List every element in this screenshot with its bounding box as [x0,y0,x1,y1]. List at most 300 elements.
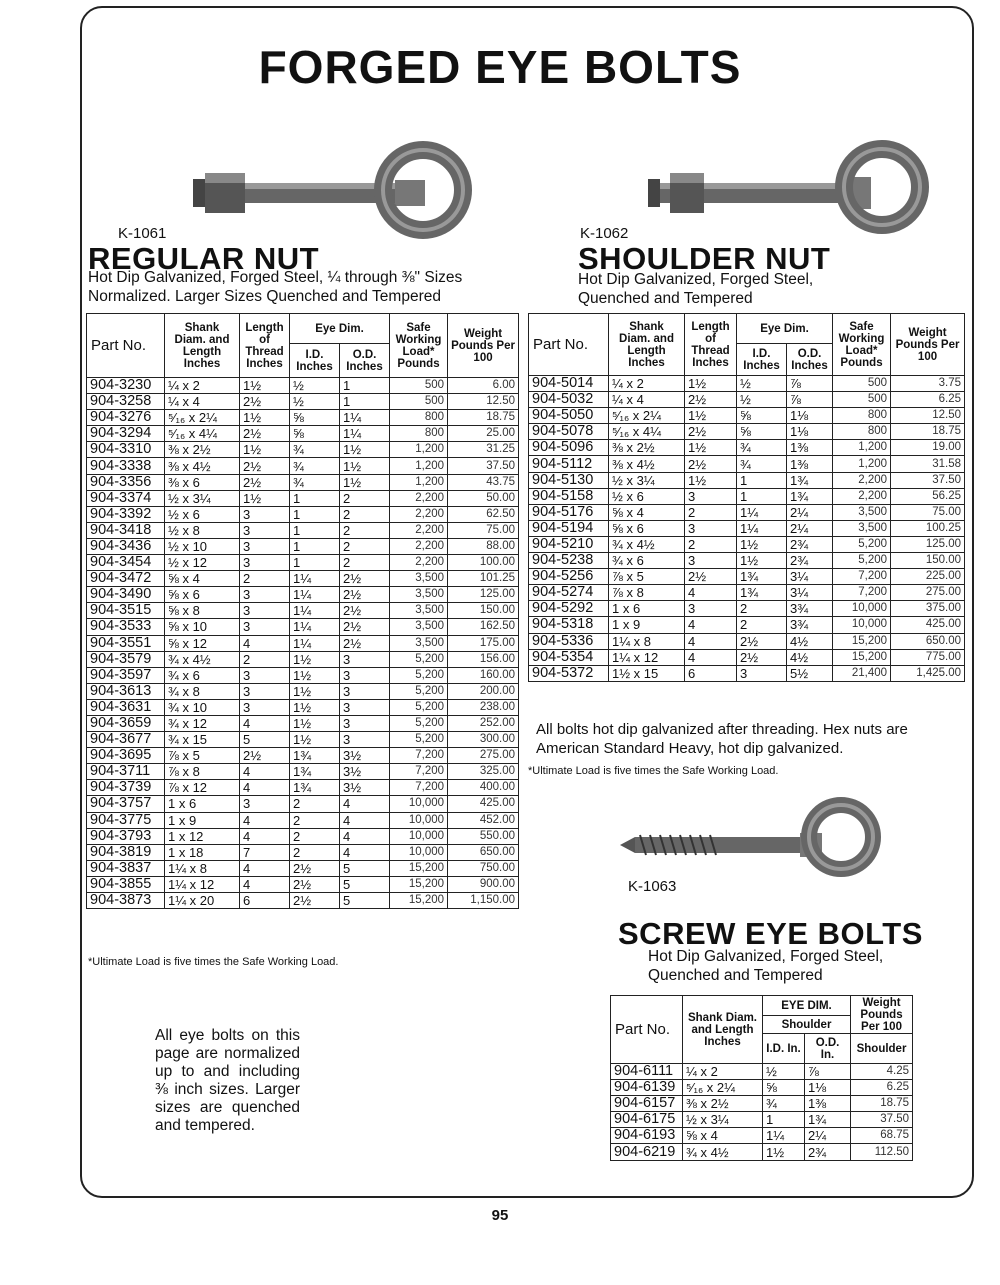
table-cell: 6 [240,893,290,909]
table-cell: 18.75 [891,424,965,440]
table-cell: 1 [290,522,340,538]
table-cell: 2½ [737,649,787,665]
table-cell: 225.00 [891,569,965,585]
table-cell: 1¼ [737,504,787,520]
table-cell: 3,500 [390,587,448,603]
shoulder-footnote: *Ultimate Load is five times the Safe Working Load. [528,765,779,777]
table-cell: 904-3631 [87,699,165,715]
table-cell: 1,200 [390,458,448,474]
table-cell: 3¾ [787,601,833,617]
table-cell: 500 [390,394,448,410]
table-cell: 1 [763,1112,805,1128]
table-cell: ⅞ [787,376,833,392]
table-cell: 2¾ [787,536,833,552]
table-cell: 1½ [685,440,737,456]
table-row [611,1112,913,1128]
table-cell: 68.75 [851,1128,913,1144]
table-cell: 3¾ [787,617,833,633]
table-cell: 3 [240,522,290,538]
table-cell: 3.75 [891,376,965,392]
table-cell: 1¼ x 12 [165,876,240,892]
table-cell: 1¼ [290,603,340,619]
table-cell: ⁵⁄₁₆ x 4¼ [609,424,685,440]
table-cell: 1½ [290,667,340,683]
table-cell: 19.00 [891,440,965,456]
table-cell: 2½ [737,633,787,649]
table-cell: 904-6157 [611,1096,683,1112]
table-cell: 400.00 [448,780,519,796]
table-cell: 1¾ [787,488,833,504]
table-row [529,536,965,552]
shoulder-nut-eye-bolt-illustration [640,135,930,245]
table-cell: 15,200 [390,893,448,909]
table-cell: 37.50 [891,472,965,488]
table-cell: ⅜ x 2½ [683,1096,763,1112]
table-cell: 904-5372 [529,665,609,681]
table-row [529,649,965,665]
table-row [87,394,519,410]
table-cell: 904-5130 [529,472,609,488]
table-cell: 238.00 [448,699,519,715]
table-cell: 904-3276 [87,410,165,426]
side-note: All eye bolts on this page are normalized up to and including ⅜ inch sizes. Larger sizes are quenched and tempered. [155,1027,300,1134]
table-cell: 904-5078 [529,424,609,440]
shoulder-header-id: I.D. Inches [737,344,787,376]
table-cell: 1 [340,394,390,410]
table-cell: 904-5318 [529,617,609,633]
table-cell: 2 [340,522,390,538]
table-row [87,571,519,587]
table-cell: 904-5194 [529,520,609,536]
table-cell: 4.25 [851,1064,913,1080]
table-cell: ¼ x 2 [609,376,685,392]
screw-header-weight-sub: Shoulder [851,1034,913,1064]
table-cell: 1½ [240,378,290,394]
table-cell: 904-3613 [87,683,165,699]
table-cell: 2½ [685,424,737,440]
table-cell: 1¾ [737,585,787,601]
table-cell: 2½ [290,876,340,892]
screw-eye-table [610,995,913,1161]
table-cell: ⅞ x 8 [609,585,685,601]
table-cell: 1,150.00 [448,893,519,909]
table-cell: ⅝ [763,1080,805,1096]
table-cell: ¾ x 15 [165,732,240,748]
table-cell: 4 [685,649,737,665]
table-row [87,603,519,619]
table-row [87,410,519,426]
table-cell: 4 [240,635,290,651]
table-cell: 1 [290,490,340,506]
regular-footnote: *Ultimate Load is five times the Safe Working Load. [88,956,339,968]
table-cell: 904-3757 [87,796,165,812]
table-cell: 904-3695 [87,748,165,764]
table-cell: 900.00 [448,876,519,892]
table-cell: 2¼ [787,504,833,520]
table-cell: ⅞ x 5 [609,569,685,585]
table-cell: 2,200 [390,555,448,571]
table-row [87,490,519,506]
table-cell: 3 [685,601,737,617]
table-cell: 904-3230 [87,378,165,394]
shoulder-header-length: Length of Thread Inches [685,314,737,376]
table-cell: 1½ [340,474,390,490]
table-cell: 1⅛ [787,424,833,440]
table-cell: 5,200 [390,683,448,699]
table-cell: 1¼ x 8 [609,633,685,649]
table-cell: 15,200 [390,876,448,892]
table-cell: 3 [240,506,290,522]
table-cell: 904-5158 [529,488,609,504]
table-cell: 904-5238 [529,553,609,569]
table-cell: 3 [737,665,787,681]
table-cell: 2¾ [787,553,833,569]
shoulder-header-shank: Shank Diam. and Length Inches [609,314,685,376]
table-cell: 1 [340,378,390,394]
regular-desc-line2: Normalized. Larger Sizes Quenched and Tempered [88,288,441,305]
table-cell: 2¼ [787,520,833,536]
table-cell: ¼ x 4 [165,394,240,410]
shoulder-note-line1: All bolts hot dip galvanized after threading. Hex nuts are [536,721,908,738]
table-cell: ⅝ x 10 [165,619,240,635]
shoulder-header-part: Part No. [529,314,609,376]
table-cell: 5 [340,860,390,876]
table-cell: 904-3579 [87,651,165,667]
regular-header-safe: Safe Working Load* Pounds [390,314,448,378]
table-cell: ⁵⁄₁₆ x 2¼ [609,408,685,424]
screw-header-shoulder: Shoulder [763,1016,851,1034]
table-cell: 2 [290,796,340,812]
table-cell: 500 [833,392,891,408]
table-cell: 904-3597 [87,667,165,683]
table-row [529,440,965,456]
table-cell: ⅝ x 6 [609,520,685,536]
table-cell: 5 [240,732,290,748]
table-cell: 7,200 [390,780,448,796]
table-row [529,585,965,601]
table-cell: ¾ x 10 [165,699,240,715]
table-row [611,1080,913,1096]
table-cell: 10,000 [390,812,448,828]
table-cell: ⁵⁄₁₆ x 2¼ [165,410,240,426]
table-cell: 1¼ x 12 [609,649,685,665]
table-cell: 904-5032 [529,392,609,408]
shoulder-header-safe: Safe Working Load* Pounds [833,314,891,376]
table-cell: ½ [763,1064,805,1080]
shoulder-header-od: O.D. Inches [787,344,833,376]
table-cell: 904-5112 [529,456,609,472]
table-cell: 3 [685,520,737,536]
table-row [87,442,519,458]
table-cell: 2¾ [805,1144,851,1160]
screw-desc-line2: Quenched and Tempered [648,967,823,984]
table-cell: ⅝ x 12 [165,635,240,651]
table-cell: ½ x 3¼ [683,1112,763,1128]
table-cell: 800 [833,424,891,440]
table-cell: 7,200 [390,764,448,780]
table-cell: 10,000 [833,617,891,633]
table-cell: 904-3711 [87,764,165,780]
table-row [529,504,965,520]
table-cell: 2 [737,601,787,617]
page-title: FORGED EYE BOLTS [258,41,742,93]
shoulder-heading: SHOULDER NUT [578,241,831,276]
screw-code: K-1063 [628,878,677,895]
table-cell: 275.00 [891,585,965,601]
regular-code: K-1061 [118,225,167,242]
table-cell: 2½ [290,893,340,909]
table-cell: ½ x 10 [165,538,240,554]
table-cell: ⅜ x 2½ [165,442,240,458]
table-cell: 31.25 [448,442,519,458]
table-cell: 904-5014 [529,376,609,392]
table-cell: 3 [340,683,390,699]
table-row [87,876,519,892]
table-cell: 1½ [290,651,340,667]
table-cell: 21,400 [833,665,891,681]
table-cell: 904-3837 [87,860,165,876]
table-cell: 650.00 [891,633,965,649]
table-row [529,633,965,649]
table-cell: 904-5256 [529,569,609,585]
table-cell: 275.00 [448,748,519,764]
table-row [87,522,519,538]
table-cell: 15,200 [833,633,891,649]
table-cell: 904-5096 [529,440,609,456]
table-cell: 3,500 [390,603,448,619]
table-cell: 2½ [340,587,390,603]
regular-header-length: Length of Thread Inches [240,314,290,378]
table-cell: 56.25 [891,488,965,504]
table-cell: 904-3436 [87,538,165,554]
table-cell: 10,000 [390,844,448,860]
table-cell: 3 [240,555,290,571]
table-cell: 2 [340,490,390,506]
table-cell: ⅞ [805,1064,851,1080]
table-cell: 10,000 [390,796,448,812]
table-cell: 1,200 [833,456,891,472]
table-cell: 2,200 [833,488,891,504]
table-cell: 62.50 [448,506,519,522]
table-cell: 1 [290,538,340,554]
table-cell: 4½ [787,649,833,665]
table-cell: 1 x 18 [165,844,240,860]
table-cell: ⅝ x 4 [165,571,240,587]
table-cell: 7,200 [833,585,891,601]
table-cell: 1¼ x 8 [165,860,240,876]
table-row [87,748,519,764]
table-cell: 3 [240,683,290,699]
table-row [529,617,965,633]
table-cell: 904-6139 [611,1080,683,1096]
table-cell: 2½ [685,392,737,408]
screw-header-part: Part No. [611,996,683,1064]
table-cell: 3,500 [390,571,448,587]
regular-heading: REGULAR NUT [88,241,320,276]
table-row [529,408,965,424]
table-cell: 50.00 [448,490,519,506]
table-row [87,828,519,844]
table-cell: 18.75 [851,1096,913,1112]
table-cell: ¾ [763,1096,805,1112]
screw-heading: SCREW EYE BOLTS [618,916,923,951]
table-cell: 904-3855 [87,876,165,892]
table-cell: 150.00 [448,603,519,619]
table-cell: 1¼ [340,410,390,426]
table-cell: 500 [390,378,448,394]
table-cell: 904-3739 [87,780,165,796]
table-cell: 150.00 [891,553,965,569]
table-cell: 2,200 [390,522,448,538]
table-cell: 162.50 [448,619,519,635]
table-cell: 7,200 [833,569,891,585]
shoulder-header-eye: Eye Dim. [737,314,833,344]
table-cell: 800 [390,426,448,442]
table-cell: 1½ [290,732,340,748]
table-cell: 2½ [340,571,390,587]
table-row [87,458,519,474]
table-cell: 112.50 [851,1144,913,1160]
table-cell: 2 [340,538,390,554]
table-cell: 125.00 [448,587,519,603]
table-cell: 3,500 [390,619,448,635]
table-cell: 3 [340,667,390,683]
table-cell: 4 [240,860,290,876]
table-cell: 750.00 [448,860,519,876]
table-cell: 904-3873 [87,893,165,909]
table-cell: ⁵⁄₁₆ x 2¼ [683,1080,763,1096]
table-cell: 3 [340,699,390,715]
table-cell: 156.00 [448,651,519,667]
table-cell: 1¾ [290,748,340,764]
table-cell: 6.25 [851,1080,913,1096]
table-cell: 904-3819 [87,844,165,860]
table-cell: 4 [340,828,390,844]
table-cell: 904-3356 [87,474,165,490]
table-cell: 4 [340,812,390,828]
table-cell: 1¼ [737,520,787,536]
table-cell: 904-3551 [87,635,165,651]
table-cell: 3 [240,538,290,554]
table-cell: 1½ [290,699,340,715]
table-cell: 2½ [685,569,737,585]
table-cell: 125.00 [891,536,965,552]
table-row [87,715,519,731]
table-cell: 904-3515 [87,603,165,619]
table-cell: 1¼ x 20 [165,893,240,909]
table-cell: 500 [833,376,891,392]
table-cell: 6.00 [448,378,519,394]
table-cell: 1 x 6 [609,601,685,617]
table-cell: 1¼ [340,426,390,442]
table-cell: ½ x 3¼ [165,490,240,506]
table-cell: 325.00 [448,764,519,780]
table-cell: 2½ [240,748,290,764]
table-cell: 252.00 [448,715,519,731]
table-row [87,538,519,554]
table-row [611,1144,913,1160]
table-cell: 1¼ [290,587,340,603]
table-cell: ¾ [290,442,340,458]
table-cell: 12.50 [891,408,965,424]
table-cell: 904-3775 [87,812,165,828]
table-cell: 1⅜ [787,456,833,472]
table-row [529,456,965,472]
table-cell: 904-3677 [87,732,165,748]
table-row [87,796,519,812]
table-cell: 3 [240,619,290,635]
regular-header-eye: Eye Dim. [290,314,390,344]
table-cell: 100.25 [891,520,965,536]
table-cell: 2½ [340,603,390,619]
regular-header-od: O.D. Inches [340,344,390,378]
table-cell: ¾ [290,474,340,490]
table-cell: 1,200 [833,440,891,456]
table-cell: 2 [340,555,390,571]
shoulder-code: K-1062 [580,225,629,242]
table-cell: 904-3418 [87,522,165,538]
table-row [87,812,519,828]
table-row [87,893,519,909]
table-cell: ½ x 6 [609,488,685,504]
table-cell: 904-3392 [87,506,165,522]
table-cell: 650.00 [448,844,519,860]
table-cell: 1½ x 15 [609,665,685,681]
table-cell: 6 [685,665,737,681]
table-cell: 3½ [340,748,390,764]
table-row [529,376,965,392]
table-cell: 1½ [685,472,737,488]
table-cell: 904-5176 [529,504,609,520]
table-cell: 904-3258 [87,394,165,410]
regular-nut-table [86,313,519,909]
table-cell: 3 [240,603,290,619]
table-cell: ⅝ [737,424,787,440]
table-cell: 3¼ [787,585,833,601]
table-row [529,520,965,536]
table-cell: 2½ [290,860,340,876]
table-cell: 2½ [685,456,737,472]
table-cell: 1¼ [290,635,340,651]
table-cell: 904-3490 [87,587,165,603]
table-cell: ½ x 3¼ [609,472,685,488]
table-cell: 904-3310 [87,442,165,458]
table-cell: 1⅜ [787,440,833,456]
table-cell: ⅞ x 8 [165,764,240,780]
table-cell: 2 [685,504,737,520]
table-cell: ⅝ [737,408,787,424]
table-cell: 904-3472 [87,571,165,587]
table-cell: 4 [340,796,390,812]
table-cell: 1¾ [290,780,340,796]
table-cell: ¾ x 12 [165,715,240,731]
table-cell: 4 [685,617,737,633]
table-cell: 1 [290,506,340,522]
table-cell: 3½ [340,780,390,796]
table-cell: 6.25 [891,392,965,408]
table-cell: 904-3338 [87,458,165,474]
table-row [87,635,519,651]
table-cell: 2½ [240,394,290,410]
table-cell: 904-5210 [529,536,609,552]
table-cell: ⅝ x 4 [609,504,685,520]
table-row [529,665,965,681]
table-cell: 31.58 [891,456,965,472]
table-cell: 904-5050 [529,408,609,424]
table-cell: 2,200 [833,472,891,488]
table-cell: 904-6111 [611,1064,683,1080]
table-cell: 4 [240,715,290,731]
